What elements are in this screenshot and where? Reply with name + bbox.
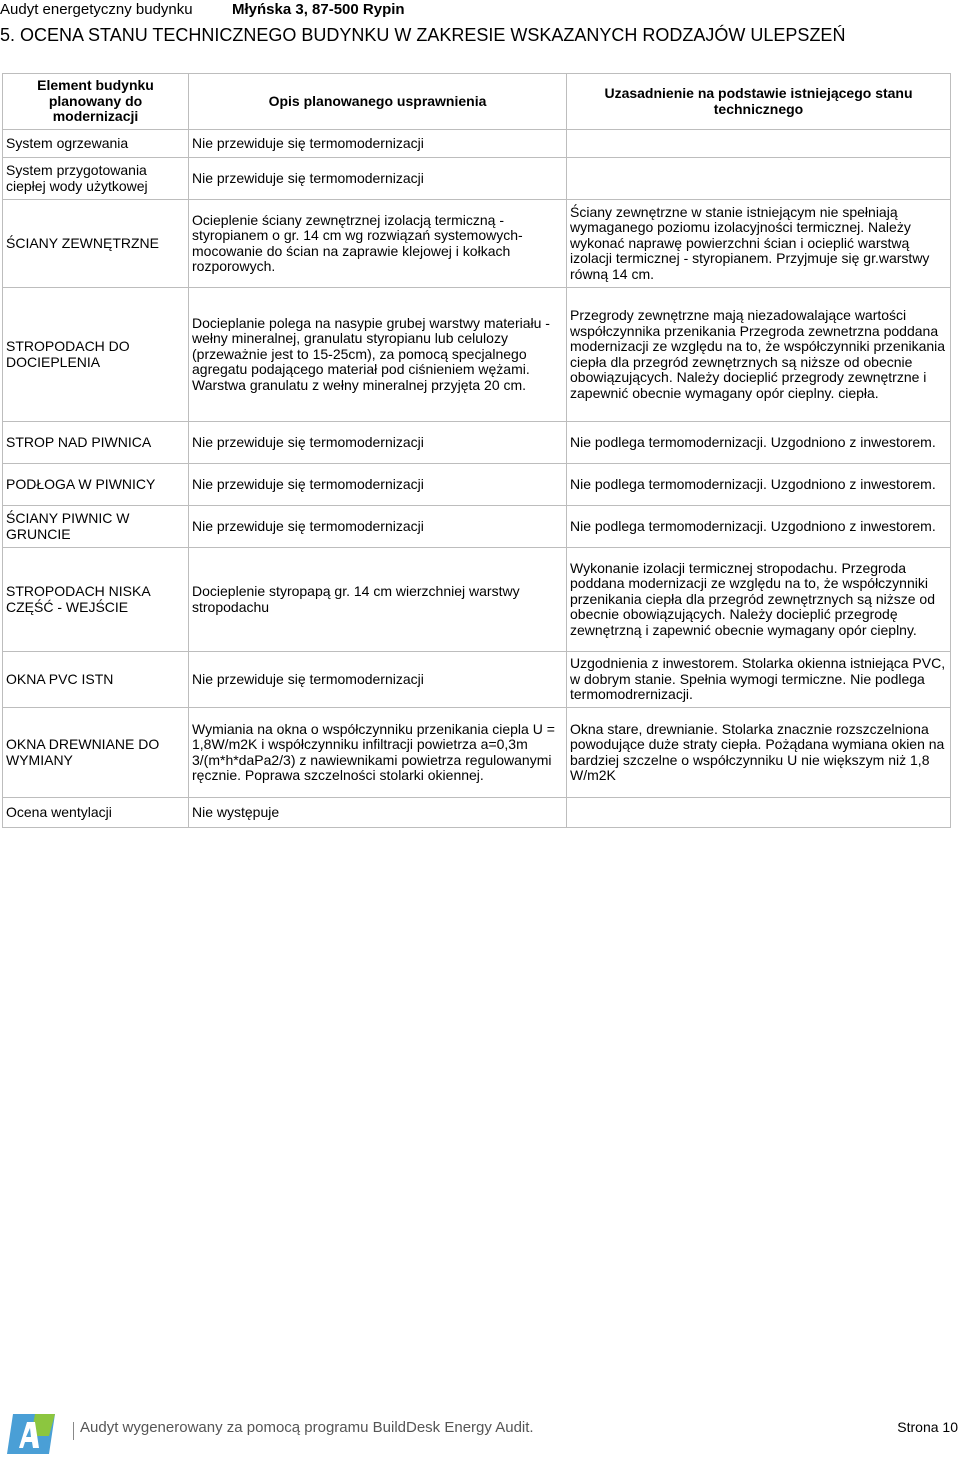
- table-row: [3, 200, 951, 288]
- justification-cell: [567, 130, 951, 158]
- description-cell: Nie przewiduje się termomodernizacji: [189, 464, 567, 506]
- table-row: [3, 652, 951, 708]
- description-cell: Docieplanie polega na nasypie grubej warstwy materiału - wełny mineralnej, granulatu styropianu lub celulozy (przeważnie jest to 15-25cm), za pomocą specjalnego agregatu podającego materiał pod ciśnieniem wężami. Warstwa granulatu z wełny mineralnej przyjęta 20 cm.: [189, 288, 567, 422]
- table-row: [3, 798, 951, 828]
- element-cell: System przygotowania ciepłej wody użytkowej: [3, 158, 189, 200]
- justification-cell: Ściany zewnętrzne w stanie istniejącym nie spełniają wymaganego poziomu izolacyjności termicznej. Należy wykonać naprawę powierzchni ścian i ocieplić warstwą izolacji termicznej - styropianem. Przyjmuje się gr.warstwy równą 14 cm.: [567, 200, 951, 288]
- description-cell: Nie przewiduje się termomodernizacji: [189, 422, 567, 464]
- element-cell: ŚCIANY PIWNIC W GRUNCIE: [3, 506, 189, 548]
- table-row: [3, 464, 951, 506]
- table-header-row: [3, 74, 951, 130]
- footer-generated-note: Audyt wygenerowany za pomocą programu BuildDesk Energy Audit.: [80, 1419, 534, 1436]
- description-cell: Ocieplenie ściany zewnętrznej izolacją termiczną - styropianem o gr. 14 cm wg rozwiązań systemowych- mocowanie do ścian na zaprawie klejowej i kołkach rozporowych.: [189, 200, 567, 288]
- justification-cell: Przegrody zewnętrzne mają niezadowalające wartości współczynnika przenikania Przegroda zewnetrzna poddana modernizacji ze względu na to, że współczynniki przenikania ciepła dla przegród zewnętrznych są niższe od obecnie obowiązujących. Należy docieplić przegrody zewnętrzne i zapewnić obecnie wymagany opór cieplny. ciepła.: [567, 288, 951, 422]
- table-row: [3, 130, 951, 158]
- justification-cell: Nie podlega termomodernizacji. Uzgodniono z inwestorem.: [567, 464, 951, 506]
- description-cell: Nie przewiduje się termomodernizacji: [189, 506, 567, 548]
- description-cell: Wymiania na okna o współczynniku przenikania ciepla U = 1,8W/m2K i współczynniku infiltracji powietrza a=0,3m 3/(m*h*daPa2/3) z nawiewnikami powietrza regulowanymi ręcznie. Poprawa szczelności stolarki okiennej.: [189, 708, 567, 798]
- table-row: [3, 548, 951, 652]
- report-title: Audyt energetyczny budynku: [0, 1, 193, 18]
- table-row: [3, 288, 951, 422]
- justification-cell: [567, 158, 951, 200]
- table-row: [3, 708, 951, 798]
- column-header-description: Opis planowanego usprawnienia: [189, 74, 567, 130]
- justification-cell: Okna stare, drewnianie. Stolarka znacznie rozszczelniona powodujące duże straty ciepła. Pożądana wymiana okien na bardziej szczelne o współczynniku U nie większym niż 1,8 W/m2K: [567, 708, 951, 798]
- element-cell: Ocena wentylacji: [3, 798, 189, 828]
- justification-cell: Nie podlega termomodernizacji. Uzgodniono z inwestorem.: [567, 422, 951, 464]
- table-row: [3, 158, 951, 200]
- column-header-justification: Uzasadnienie na podstawie istniejącego stanu technicznego: [567, 74, 951, 130]
- description-cell: Nie przewiduje się termomodernizacji: [189, 130, 567, 158]
- description-cell: Docieplenie styropapą gr. 14 cm wierzchniej warstwy stropodachu: [189, 548, 567, 652]
- page-number: Strona 10: [897, 1419, 958, 1435]
- justification-cell: [567, 798, 951, 828]
- table-row: [3, 422, 951, 464]
- element-cell: STROPODACH DO DOCIEPLENIA: [3, 288, 189, 422]
- section-title: 5. OCENA STANU TECHNICZNEGO BUDYNKU W ZAKRESIE WSKAZANYCH RODZAJÓW ULEPSZEŃ: [0, 25, 846, 45]
- description-cell: Nie przewiduje się termomodernizacji: [189, 652, 567, 708]
- improvements-table: [2, 73, 951, 828]
- description-cell: Nie występuje: [189, 798, 567, 828]
- page-header: [0, 0, 960, 22]
- element-cell: OKNA PVC ISTN: [3, 652, 189, 708]
- justification-cell: Uzgodnienia z inwestorem. Stolarka okienna istniejąca PVC, w dobrym stanie. Spełnia wymogi termiczne. Nie podlega termomodrernizacji.: [567, 652, 951, 708]
- element-cell: STROPODACH NISKA CZĘŚĆ - WEJŚCIE: [3, 548, 189, 652]
- column-header-element: Element budynku planowany do modernizacji: [3, 74, 189, 130]
- justification-cell: Nie podlega termomodernizacji. Uzgodniono z inwestorem.: [567, 506, 951, 548]
- element-cell: PODŁOGA W PIWNICY: [3, 464, 189, 506]
- element-cell: OKNA DREWNIANE DO WYMIANY: [3, 708, 189, 798]
- element-cell: System ogrzewania: [3, 130, 189, 158]
- page-footer: [0, 1408, 960, 1458]
- element-cell: ŚCIANY ZEWNĘTRZNE: [3, 200, 189, 288]
- description-cell: Nie przewiduje się termomodernizacji: [189, 158, 567, 200]
- justification-cell: Wykonanie izolacji termicznej stropodachu. Przegroda poddana modernizacji ze względu na to, że współczynniki przenikania ciepła dla przegród zewnętrznych są niższe od obecnie obowiązujących. Należy docieplić przegrodę zewnętrzną i zapewnić obecnie wymagany opór cieplny.: [567, 548, 951, 652]
- table-row: [3, 506, 951, 548]
- building-address: Młyńska 3, 87-500 Rypin: [232, 1, 405, 18]
- builddesk-logo-icon: [5, 1412, 57, 1456]
- element-cell: STROP NAD PIWNICA: [3, 422, 189, 464]
- footer-separator: [73, 1422, 74, 1440]
